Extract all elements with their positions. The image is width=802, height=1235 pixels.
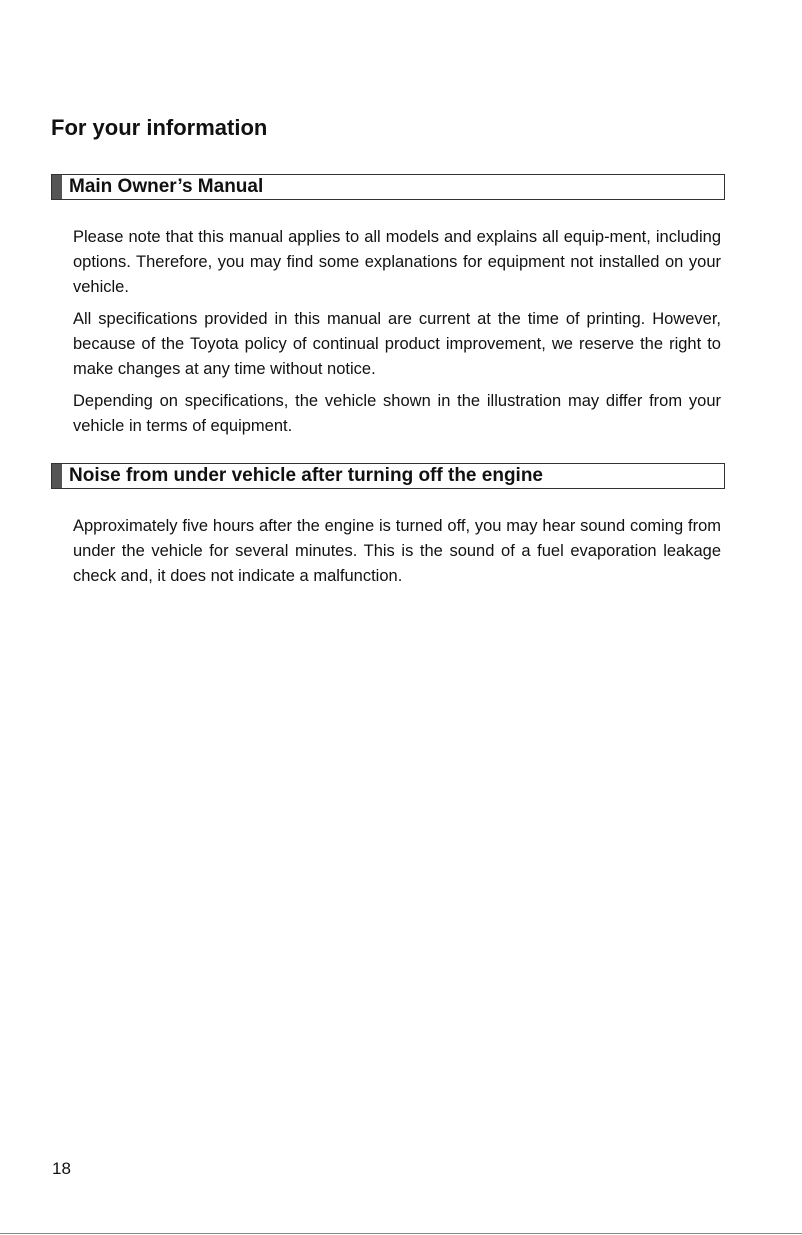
paragraph: Please note that this manual applies to all models and explains all equip-ment, including options. Therefore, you may find some explanations for equipment not installed on your vehicle. <box>73 228 721 296</box>
section-heading-text: Main Owner’s Manual <box>69 176 264 197</box>
paragraph: All specifications provided in this manual are current at the time of printing. However, because of the Toyota policy of continual product improvement, we reserve the right to make changes at any time without notice. <box>73 310 721 378</box>
paragraph: Approximately five hours after the engine is turned off, you may hear sound coming from under the vehicle for several minutes. This is the sound of a fuel evaporation leakage check and, it does not indicate a malfunction. <box>73 517 721 585</box>
heading-marker-bar <box>52 464 62 488</box>
section-heading-noise-from-under-vehicle <box>51 463 725 489</box>
page-number: 18 <box>52 1159 71 1178</box>
section-heading-text: Noise from under vehicle after turning off the engine <box>69 465 543 486</box>
section-body-noise-from-under-vehicle <box>73 514 721 596</box>
page-title: For your information <box>51 115 268 140</box>
section-body-main-owners-manual <box>73 225 721 446</box>
heading-marker-bar <box>52 175 62 199</box>
section-heading-main-owners-manual <box>51 174 725 200</box>
paragraph: Depending on specifications, the vehicle shown in the illustration may differ from your vehicle in terms of equipment. <box>73 392 721 435</box>
page-bottom-divider <box>0 1233 802 1234</box>
